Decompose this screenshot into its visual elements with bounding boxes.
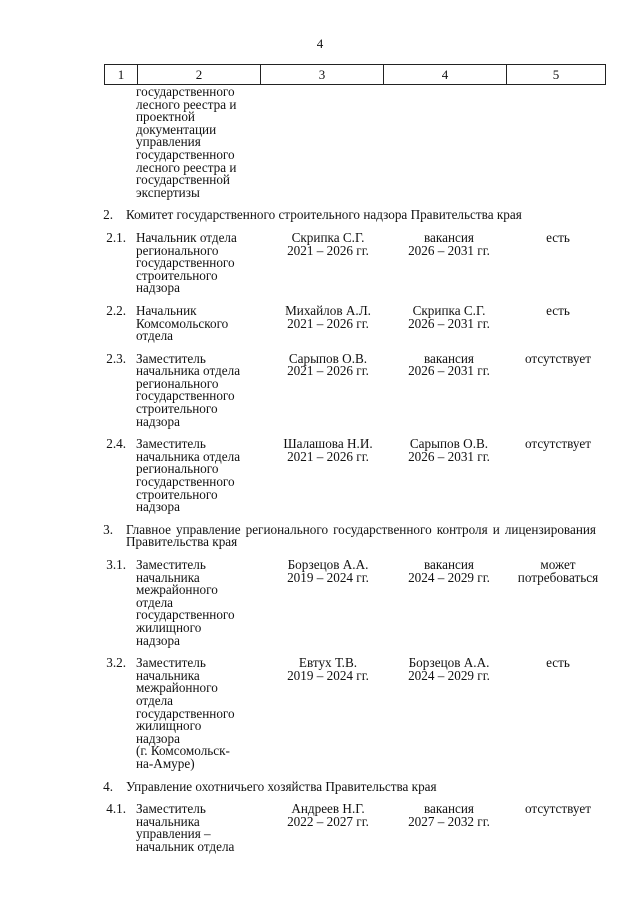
document-body — [0, 86, 640, 853]
position-title — [136, 438, 266, 514]
text-line: надзора — [136, 632, 180, 648]
reserve-status — [508, 350, 608, 429]
current-holder-name: Андреев Н.Г. — [291, 801, 365, 817]
current-holder-name: Сарыпов О.В. — [288, 350, 368, 366]
text-line: начальника — [136, 667, 200, 683]
current-term: 2019 – 2024 гг. — [287, 667, 369, 683]
text-line: Заместитель — [136, 436, 206, 452]
table-row — [0, 302, 640, 344]
text-line: начальника отдела — [136, 448, 241, 464]
text-line: лесного реестра и — [136, 159, 237, 175]
current-holder — [266, 302, 390, 343]
text-line: строительного — [136, 486, 218, 502]
current-holder — [266, 350, 390, 429]
current-holder — [266, 657, 390, 770]
position-title — [136, 803, 266, 853]
text-line: проектной — [136, 109, 195, 125]
text-line: межрайонного — [136, 680, 218, 696]
section-number: 2. — [103, 207, 113, 223]
text-line: отдела — [136, 692, 174, 708]
text-line: жилищного — [136, 619, 202, 635]
next-term: 2026 – 2031 гг. — [408, 242, 490, 258]
text-line: государственного — [136, 474, 235, 490]
reserve-status — [508, 559, 608, 647]
next-holder — [390, 657, 508, 770]
position-title — [136, 350, 266, 429]
next-holder — [390, 803, 508, 853]
text-line: начальника отдела — [136, 363, 241, 379]
text-line: надзора — [136, 280, 180, 296]
text-line: Начальник отдела — [136, 229, 237, 245]
text-line: государственного — [136, 705, 235, 721]
text-line: отсутствует — [525, 350, 591, 366]
reserve-status — [508, 803, 608, 853]
text-line: может — [540, 557, 576, 572]
row-number: 3.2. — [106, 655, 126, 671]
table-row — [0, 350, 640, 429]
current-holder-name: Евтух Т.В. — [298, 655, 358, 671]
row-number: 2.3. — [106, 350, 126, 366]
text-line: потребоваться — [517, 569, 599, 585]
section-title: Комитет государственного строительного надзора Правительства края — [126, 207, 522, 223]
current-term: 2021 – 2026 гг. — [287, 448, 369, 464]
next-holder-name: вакансия — [423, 350, 474, 366]
column-number-1: 1 — [105, 65, 138, 85]
next-holder-name: вакансия — [423, 801, 474, 817]
column-header-table — [104, 64, 606, 85]
text-line: жилищного — [136, 718, 202, 734]
position-title — [136, 229, 266, 296]
current-holder-name: Шалашова Н.И. — [283, 436, 373, 452]
text-line: Заместитель — [136, 557, 206, 572]
next-holder — [390, 302, 508, 343]
next-holder-name: вакансия — [423, 229, 474, 245]
current-holder — [266, 559, 390, 647]
next-holder — [390, 229, 508, 295]
position-title — [136, 302, 266, 344]
current-term: 2021 – 2026 гг. — [287, 242, 369, 258]
text-line: есть — [546, 302, 570, 318]
column-number-5: 5 — [507, 65, 606, 85]
section-title: Главное управление регионального государственного контроля и лицензирования Правительства края — [126, 521, 596, 550]
reserve-status — [508, 657, 608, 770]
text-line: Заместитель — [136, 801, 206, 817]
text-line: Заместитель — [136, 350, 206, 366]
reserve-status — [508, 229, 608, 295]
section-number: 4. — [103, 778, 113, 794]
table-row — [0, 803, 640, 853]
table-row — [0, 438, 640, 514]
next-holder — [390, 559, 508, 647]
row-number: 3.1. — [106, 557, 126, 572]
row-number: 2.4. — [106, 436, 126, 452]
current-holder-name: Скрипка С.Г. — [291, 229, 365, 245]
next-term: 2026 – 2031 гг. — [408, 315, 490, 331]
next-holder-name: Борзецов А.А. — [408, 655, 490, 671]
next-holder — [390, 438, 508, 514]
continued-position-text — [136, 86, 266, 199]
text-line: документации — [136, 121, 217, 137]
next-term: 2024 – 2029 гг. — [408, 569, 490, 585]
text-line: экспертизы — [136, 184, 200, 200]
text-line: надзора — [136, 499, 180, 515]
text-line: начальника — [136, 569, 200, 585]
next-holder-name: Сарыпов О.В. — [409, 436, 489, 452]
text-line: государственного — [136, 255, 235, 271]
table-row — [0, 559, 640, 647]
next-term: 2027 – 2032 гг. — [408, 813, 490, 829]
current-holder — [266, 438, 390, 514]
next-holder-name: вакансия — [423, 557, 474, 572]
text-line: лесного реестра и — [136, 96, 237, 112]
continuation-row — [0, 86, 640, 199]
section-number: 3. — [103, 521, 113, 537]
text-line: государственного — [136, 388, 235, 404]
text-line: надзора — [136, 413, 180, 429]
current-holder — [266, 803, 390, 853]
row-number: 4.1. — [106, 801, 126, 817]
text-line: строительного — [136, 267, 218, 283]
text-line: отсутствует — [525, 801, 591, 817]
next-term: 2026 – 2031 гг. — [408, 363, 490, 379]
reserve-status — [508, 438, 608, 514]
table-row — [0, 657, 640, 770]
text-line: (г. Комсомольск- — [136, 743, 230, 759]
text-line: регионального — [136, 375, 219, 391]
next-holder — [390, 350, 508, 429]
text-line: отдела — [136, 594, 174, 610]
position-title — [136, 657, 266, 770]
section-title: Управление охотничьего хозяйства Правительства края — [126, 778, 437, 794]
text-line: начальник отдела — [136, 838, 235, 854]
position-title — [136, 559, 266, 647]
current-term: 2021 – 2026 гг. — [287, 363, 369, 379]
next-term: 2024 – 2029 гг. — [408, 667, 490, 683]
column-number-3: 3 — [261, 65, 384, 85]
section-heading — [0, 209, 640, 222]
current-term: 2022 – 2027 гг. — [287, 813, 369, 829]
text-line: есть — [546, 229, 570, 245]
section-heading — [0, 778, 640, 794]
text-line: есть — [546, 655, 570, 671]
next-holder-name: Скрипка С.Г. — [412, 302, 486, 318]
text-line: начальника — [136, 813, 200, 829]
text-line: государственной — [136, 172, 230, 188]
section-heading — [0, 521, 640, 550]
text-line: Комсомольского — [136, 315, 229, 331]
text-line: отдела — [136, 328, 174, 344]
current-holder — [266, 229, 390, 295]
column-number-2: 2 — [138, 65, 261, 85]
text-line: государственного — [136, 146, 235, 162]
next-term: 2026 – 2031 гг. — [408, 448, 490, 464]
text-line: управления — [136, 134, 201, 150]
text-line: Начальник — [136, 302, 197, 318]
text-line: регионального — [136, 461, 219, 477]
table-row — [0, 229, 640, 296]
current-holder-name: Михайлов А.Л. — [285, 302, 371, 318]
page-number: 4 — [316, 36, 324, 51]
text-line: надзора — [136, 730, 180, 746]
text-line: Заместитель — [136, 655, 206, 671]
text-line: управления – — [136, 826, 211, 842]
reserve-status — [508, 302, 608, 343]
row-number: 2.2. — [106, 302, 126, 318]
current-holder-name: Борзецов А.А. — [287, 557, 369, 572]
text-line: межрайонного — [136, 582, 218, 598]
text-line: государственного — [136, 84, 235, 99]
text-line: государственного — [136, 607, 235, 623]
text-line: отсутствует — [525, 436, 591, 452]
text-line: на-Амуре) — [136, 755, 195, 771]
text-line: регионального — [136, 242, 219, 258]
text-line: строительного — [136, 401, 218, 417]
current-term: 2019 – 2024 гг. — [287, 569, 369, 585]
current-term: 2021 – 2026 гг. — [287, 315, 369, 331]
column-number-4: 4 — [384, 65, 507, 85]
row-number: 2.1. — [106, 229, 126, 245]
